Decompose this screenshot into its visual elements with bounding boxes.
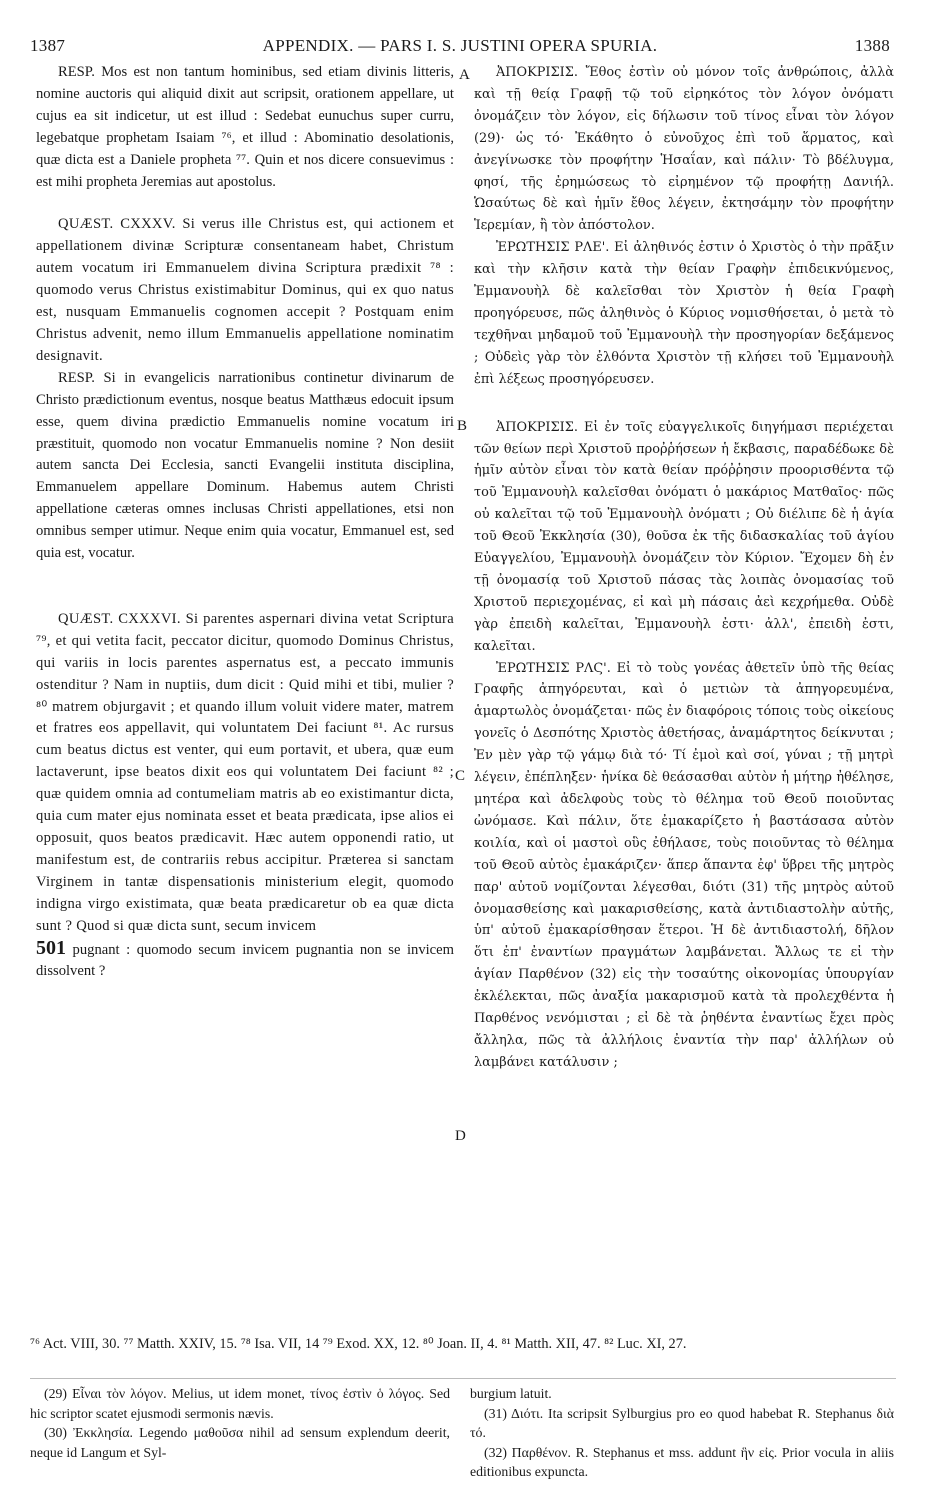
latin-response-1: RESP. Mos est non tantum hominibus, sed etiam divinis litteris, nomine auctoris qui aliquid dixit aut scripsit, orationem appellare, ut cujus ea sit indicetur, ut est illud : Sedebat eunuchus super curru, legebatque prophetam Isaiam ⁷⁶, et illud : Abominatio desolationis, quæ dicta est a Daniele propheta ⁷⁷. Quin et nos dicere consuevimus : est mihi propheta Jeremias aut apostolus. bbox=[36, 64, 454, 190]
latin-question-136: QUÆST. CXXXVI. Si parentes aspernari divina vetat Scriptura ⁷⁹, et qui vetita facit, peccator dicitur, quomodo Dominus Christus, qui variis in locis parentes aspernatus est, a peccato immunis ostenditur ? Nam in nuptiis, dum dicit : Quid mihi et tibi, mulier ? ⁸⁰ matrem objurgavit ; et quando illum voluit videre mater, matrem et fratres eos appellavit, qui voluntatem Dei faciunt ⁸¹. Ac rursus cum beatus dictus est venter, qui eum portavit, et ubera, quæ eum lactaverunt, ipse beatos dixit eos qui voluntatem Dei faciunt ⁸² ; quæ quidem omnia ad contumeliam matris ab eo existimantur dicta, quia cum mater ejus nominata esset et beata prædicata, ipse alios ei opposuit, quos beatos prædicavit. Hæc autem opponendi ratio, ut manifestum est, de contrariis rebus accipitur. Præterea si sanctam Virginem in tantæ dispensationis ministerium elegit, quomodo indigna virgo existimata, quæ beata prædicaretur ob ea quæ dicta sunt ? Quod si quæ dicta sunt, secum invicem bbox=[36, 610, 454, 934]
latin-response-2: RESP. Si in evangelicis narrationibus continetur divinarum de Christo prædictionum eventus, nosque beatus Matthæus edocuit ipsum esse, quem divina prædictio Emmanuelis nomine vocatum iri præstituit, quomodo non vocatur Emmanuelis nomine ? Non desiit autem sancta Dei Ecclesia, sancti Evangelii instituta disciplina, Emmanuelem appellare Dominum. Habemus autem Christi appellatione cæteras omnes inclusas Christi appellationes, etsi non omnibus semper utimur. Neque enim quia vocatur, Emmanuel est, sed quia est, vocatur. bbox=[36, 369, 454, 562]
greek-column bbox=[474, 62, 894, 1380]
latin-question-135: QUÆST. CXXXV. Si verus ille Christus est, qui actionem et appellationem divinæ Scripturæ consentaneam habet, Christum autem vocatum iri Emmanuelem divina Scriptura prædixit ⁷⁸ : quomodo verus Christus existimabitur Dominus, qui ex quo natus est, nusquam Emmanuelis cognomen accepit ? Postquam enim Christus advenit, nemo illum Emmanuelis appellatione nominatim designavit. bbox=[36, 216, 454, 364]
section-marker-c: C bbox=[455, 768, 466, 784]
section-marker-b: B bbox=[457, 418, 468, 434]
footnote-29: (29) Εἶναι τὸν λόγον. Melius, ut idem monet, τίνος ἐστὶν ὁ λόγος. Sed hic scriptor scatet ejusmodi sermonis nævis. bbox=[30, 1386, 450, 1421]
greek-question-135: ἘΡΩΤΗΣΙΣ ΡΛΕ'. Εἰ ἀληθινός ἐστιν ὁ Χριστὸς ὁ τὴν πρᾶξιν καὶ τὴν κλῆσιν κατὰ τὴν θείαν Γραφὴν ἐπιδεικνύμενος, Ἐμμανουὴλ δὲ καλεῖσθαι τὸν Χριστὸν ἡ θεία Γραφὴ προηγόρευσε, πῶς ἀληθινὸς ὁ Κύριος νομισθήσεται, ὁ μετὰ τὸ τεχθῆναι μηδαμοῦ τοῦ Ἐμμανουὴλ τὴν προσηγορίαν δεξάμενος ; Οὐδεὶς γὰρ τὸν ἐλθόντα Χριστὸν τῇ κλήσει τοῦ Ἐμμανουὴλ ἐπὶ λέξεως προσηγόρευσεν. bbox=[474, 240, 894, 387]
greek-response-1: ἈΠΟΚΡΙΣΙΣ. Ἔθος ἐστὶν οὐ μόνον τοῖς ἀνθρώποις, ἀλλὰ καὶ τῇ θείᾳ Γραφῇ τῷ τοῦ εἰρηκότος τὸν λόγον ὀνόματι ὀνομάζειν τὸν λόγον, εἰς δήλωσιν τοῦ τίνος εἶναι τὸν λόγον (29)· ὡς τό· Ἐκάθητο ὁ εὐνοῦχος ἐπὶ τοῦ ἅρματος, καὶ ἀνεγίνωσκε τὸν προφήτην Ἡσαΐαν, καὶ πάλιν· Τὸ βδέλυγμα, φησί, τῆς ἐρημώσεως τὸ εἰρημένον τῷ προφήτῃ Δανιήλ. Ὡσαύτως δὲ καὶ ἡμῖν ἔθος λέγειν, ἐκτησάμην τὸν προφήτην Ἱερεμίαν, ἢ τὸν ἀπόστολον. bbox=[474, 65, 894, 234]
scripture-references: ⁷⁶ Act. VIII, 30. ⁷⁷ Matth. XXIV, 15. ⁷⁸ Isa. VII, 14 ⁷⁹ Exod. XX, 12. ⁸⁰ Joan. II, 4. ⁸¹ Matth. XII, 47. ⁸² Luc. XI, 27. bbox=[30, 1336, 687, 1352]
greek-response-2: ἈΠΟΚΡΙΣΙΣ. Εἰ ἐν τοῖς εὐαγγελικοῖς διηγήμασι περιέχεται τῶν θείων περὶ Χριστοῦ προῤῥήσεων ἡ ἔκβασις, παραδέδωκε δὲ ἡμῖν αὐτὸν εἶναι τὸν κατὰ θείαν πρόῤῥησιν προορισθέντα τῷ τοῦ Ἐμμανουὴλ καλεῖσθαι ὀνόματι ὁ μακάριος Ματθαῖος· πῶς οὐ καλεῖται τῷ τοῦ Ἐμμανουὴλ ὀνόματι ; Οὐ διέλιπε δὲ ἡ ἁγία τοῦ Θεοῦ Ἐκκλησία (30), θοῦσα ἐκ τῆς διδασκαλίας τοῦ ἁγίου Εὐαγγελίου, Ἐμμανουὴλ ὀνομάζειν τὸν Κύριον. Ἔχομεν δὴ ἐν τῇ ὀνομασίᾳ τοῦ Χριστοῦ πάσας τὰς λοιπὰς ὀνομασίας τοῦ Χριστοῦ περιεχομένας, εἰ καὶ μὴ πάσαις ἀεὶ κεχρήμεθα. Οὐδὲ γὰρ ἐπειδὴ καλεῖται, Ἐμμανουὴλ ἐστι· ἀλλ', ἐπειδὴ ἐστι, καλεῖται. bbox=[474, 419, 894, 654]
footnote-divider bbox=[30, 1378, 896, 1379]
running-header bbox=[30, 36, 890, 58]
margin-number: 501 bbox=[36, 936, 66, 959]
greek-question-136: ἘΡΩΤΗΣΙΣ ΡΛϚ'. Εἰ τὸ τοὺς γονέας ἀθετεῖν ὑπὸ τῆς θείας Γραφῆς ἀπηγόρευται, καὶ ὁ μετιὼν τὰ ἀπηγορευμένα, ἁμαρτωλὸς ὀνομάζεται· πῶς ἐν διαφόροις τόποις τοὺς οἰκείους γονεῖς ὁ Δεσπότης Χριστὸς ἀθετήσας, ἀναμάρτητος δείκνυται ; Ἐν μὲν γὰρ τῷ γάμῳ διὰ τό· Τί ἐμοὶ καὶ σοί, γύναι ; τῇ μητρὶ λέγειν, ἐπέπληξεν· ἡνίκα δὲ θεάσασθαι αὐτὸν ἡ μήτηρ ἠθέλησε, μητέρα καὶ ἀδελφοὺς τοὺς τὸ θέλημα τοῦ Θεοῦ ποιοῦντας ὠνόμασε. Καὶ πάλιν, ὅτε ἐμακαρίζετο ἡ βαστάσασα αὐτὸν κοιλία, καὶ οἱ μαστοὶ οὓς ἐθήλασε, τοὺς ποιοῦντας τὸ θέλημα τοῦ Θεοῦ αὐτὸς ἐμακάριζεν· ἅπερ ἅπαντα ἐφ' ὕβρει τῆς μητρὸς παρ' αὐτοῦ νομίζονται λέγεσθαι, διότι (31) τῆς μητρὸς αὐτοῦ ὀνομασθείσης καὶ μακαρισθείσης, κατὰ ἀντιδιαστολὴν αὐτῆς, ὑπ' αὐτοῦ ἐμακαρίσθησαν ἕτεροι. Ἡ δὲ ἀντιδιαστολή, δῆλον ὅτι ἐπ' ἐναντίων πραγμάτων λαμβάνεται. Ἄλλως τε εἰ τὴν ἁγίαν Παρθένον (32) εἰς τὴν τοσαύτης οἰκονομίας ὑπουργίαν ἐκλέλεκται, πῶς ἀναξία μακαρισμοῦ κατὰ τὰ προλεχθέντα ἡ Παρθένος νενόμισται ; εἰ δὲ τὰ ῥηθέντα ἐναντίως ἔχει πρὸς ἄλληλα, πῶς τὰ ἀλλήλοις ἐναντία τὴν παρ' ἀλλήλων οὐ λαμβάνει κατάλυσιν ; bbox=[474, 660, 894, 1070]
page-number-right: 1388 bbox=[854, 36, 890, 55]
section-marker-d: D bbox=[455, 1128, 466, 1144]
latin-column bbox=[36, 62, 454, 1380]
footnote-30: (30) Ἐκκλησία. Legendo μαθοῦσα nihil ad sensum explendum deerit, neque id Langum et Syl- bbox=[30, 1425, 450, 1460]
footnote-30-continued: burgium latuit. bbox=[470, 1386, 552, 1401]
footnote-32: (32) Παρθένον. R. Stephanus et mss. addunt ἣν εἰς. Prior vocula in aliis editionibus expuncta. bbox=[470, 1444, 894, 1480]
section-marker-a: A bbox=[459, 67, 470, 83]
page-number-left: 1387 bbox=[30, 36, 66, 55]
footnotes-right bbox=[470, 1384, 894, 1482]
footnote-31: (31) Διότι. Ita scripsit Sylburgius pro eo quod habebat R. Stephanus διὰ τό. bbox=[470, 1405, 894, 1441]
footnotes-left bbox=[30, 1384, 450, 1462]
running-title: APPENDIX. — PARS I. S. JUSTINI OPERA SPURIA. bbox=[262, 36, 658, 55]
latin-question-136-end: pugnant : quomodo secum invicem pugnantia non se invicem dissolvent ? bbox=[36, 941, 454, 980]
